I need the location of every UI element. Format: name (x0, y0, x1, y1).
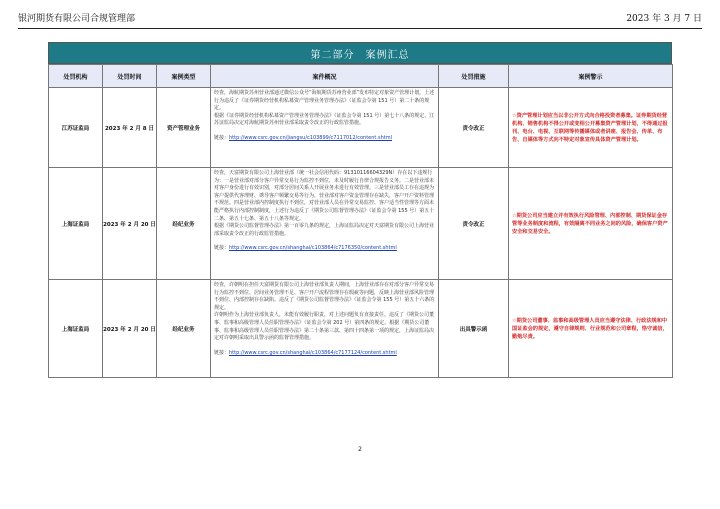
warning-cell: ☆资产管理计划应当以非公开方式向合格投资者募集。证券期货经营机构、销售机构不得公开或变相公开募集资产管理计划，不得通过报刊、电台、电视、互联网等传播媒体或者讲座、报告会、传单、布告、自媒体等方式向不特定对象宣传具体资产管理计划。 (509, 88, 673, 168)
link-label: 链接： (214, 245, 230, 252)
table-row (49, 168, 673, 280)
link-line (214, 350, 435, 358)
case-link[interactable]: http://www.csrc.gov.cn/jiangsu/c103899/c7117012/content.shtml (229, 134, 392, 141)
link-line (214, 135, 435, 143)
warning-cell: ☆期货公司应当建立并有效执行风险管理、内部控制、期货保证金存管等业务制度和流程，有效隔离不同业务之间的风险，确保客户资产安全和交易安全。 (509, 168, 673, 280)
column-header: 案例类型 (157, 65, 211, 88)
case-link[interactable]: http://www.csrc.gov.cn/shanghai/c103864/c7176350/content.shtml (229, 245, 397, 252)
summary-paragraph: 经查，天富期货有限公司上海营业部（统一社会信用代码：91310116604329N）存在以下违规行为：一是营业部对部分客户异常交易行为监控不到位，未及时履行自律合规报告义务。二是营业部未对客户身份进行有效识别，对部分居间关系人开展业务未进行有效管理。三是营业部员工存在违规为客户提供代客理财、诱导客户频繁交易等行为，营业部对客户资金管理存在缺失，客户开户资料管理不规范。四是营业部内控制度执行不到位，对营业部人员在异常交易监控、客户适当性管理等方面未能严格执行内部控制制度，上述行为违反了《期货公司监督管理办法》（证监会令第 155 号）第五十二条、第五十七条、第五十八条等规定。 (214, 170, 435, 222)
summary-cell (211, 168, 439, 280)
link-label: 链接： (214, 134, 230, 141)
summary-paragraph: 许朝明作为上海营业部负责人，未能有效履行职责，对上述问题负有直接责任。违反了《期货公司董事、监事和高级管理人员任职管理办法》（证监会令第 202 号）第四条的规定。根据《期货公司董事、监事和高级管理人员任职管理办法》第二十条第三款、第四十四条第一项的规定，上海证监局决定对许朝明采取出具警示函的监督管理措施。 (214, 312, 435, 342)
column-header: 处罚时间 (103, 65, 157, 88)
column-header: 案件概况 (211, 65, 439, 88)
column-header: 案例警示 (509, 65, 673, 88)
summary-paragraph: 根据《证券期货经营机构私募资产管理业务管理办法》（证监会令第 151 号）第七十八条的规定，江苏证监局决定对海航期货苏州营业部采取责令改正的行政监管措施。 (214, 112, 435, 127)
page-header (18, 8, 702, 24)
company-name: 银河期货有限公司合规管理部 (18, 14, 136, 24)
date-cell: 2023 年 2 月 20 日 (103, 168, 157, 280)
header-date: 2023 年 3 月 7 日 (626, 14, 702, 24)
summary-cell (211, 88, 439, 168)
agency-cell: 上海证监局 (49, 168, 103, 280)
summary-cell (211, 280, 439, 378)
type-cell: 经纪业务 (157, 168, 211, 280)
measure-cell: 责令改正 (439, 168, 509, 280)
link-label: 链接： (214, 349, 230, 356)
date-cell: 2023 年 2 月 20 日 (103, 280, 157, 378)
agency-cell: 上海证监局 (49, 280, 103, 378)
case-table (48, 64, 673, 378)
type-cell: 经纪业务 (157, 280, 211, 378)
section-title: 第二部分 案例汇总 (48, 42, 672, 64)
warning-cell: ☆期货公司董事、监事和高级管理人员应当遵守法律、行政法规和中国证监会的规定，遵守自律规则、行业规范和公司章程，恪守诚信，勤勉尽责。 (509, 280, 673, 378)
measure-cell: 出具警示函 (439, 280, 509, 378)
agency-cell: 江苏证监局 (49, 88, 103, 168)
header-rule (18, 28, 702, 29)
column-header: 处罚措施 (439, 65, 509, 88)
summary-paragraph: 经查，海航期货苏州营业部通过微信公众号“海航期货苏州营业部”发布特定对象资产管理计划，上述行为违反了《证券期货经营机构私募资产管理业务管理办法》（证监会令第 151 号）第二十条的规定。 (214, 90, 435, 112)
date-cell: 2023 年 2 月 8 日 (103, 88, 157, 168)
summary-paragraph: 经查，许朝明在担任天富期货有限公司上海营业部负责人期间，上海营业部存在对部分客户异常交易行为监控不到位、居间业务管理不足、客户开户流程管理存在瑕疵等问题，反映上海营业部风险管理不到位、内部控制存在缺陷。违反了《期货公司监督管理办法》（证监会令第 155 号）第五十六条的规定。 (214, 282, 435, 311)
type-cell: 资产管理业务 (157, 88, 211, 168)
table-row (49, 88, 673, 168)
page-number: 2 (358, 446, 362, 453)
measure-cell: 责令改正 (439, 88, 509, 168)
summary-paragraph: 根据《期货公司监督管理办法》第一百零九条的规定，上海证监局决定对天富期货有限公司上海营业部采取责令改正的行政监管措施。 (214, 223, 435, 237)
link-line (214, 245, 435, 253)
column-header: 处罚机构 (49, 65, 103, 88)
table-header-row (49, 65, 673, 88)
table-row (49, 280, 673, 378)
case-link[interactable]: http://www.csrc.gov.cn/shanghai/c103864/c7177124/content.shtml (229, 349, 397, 356)
